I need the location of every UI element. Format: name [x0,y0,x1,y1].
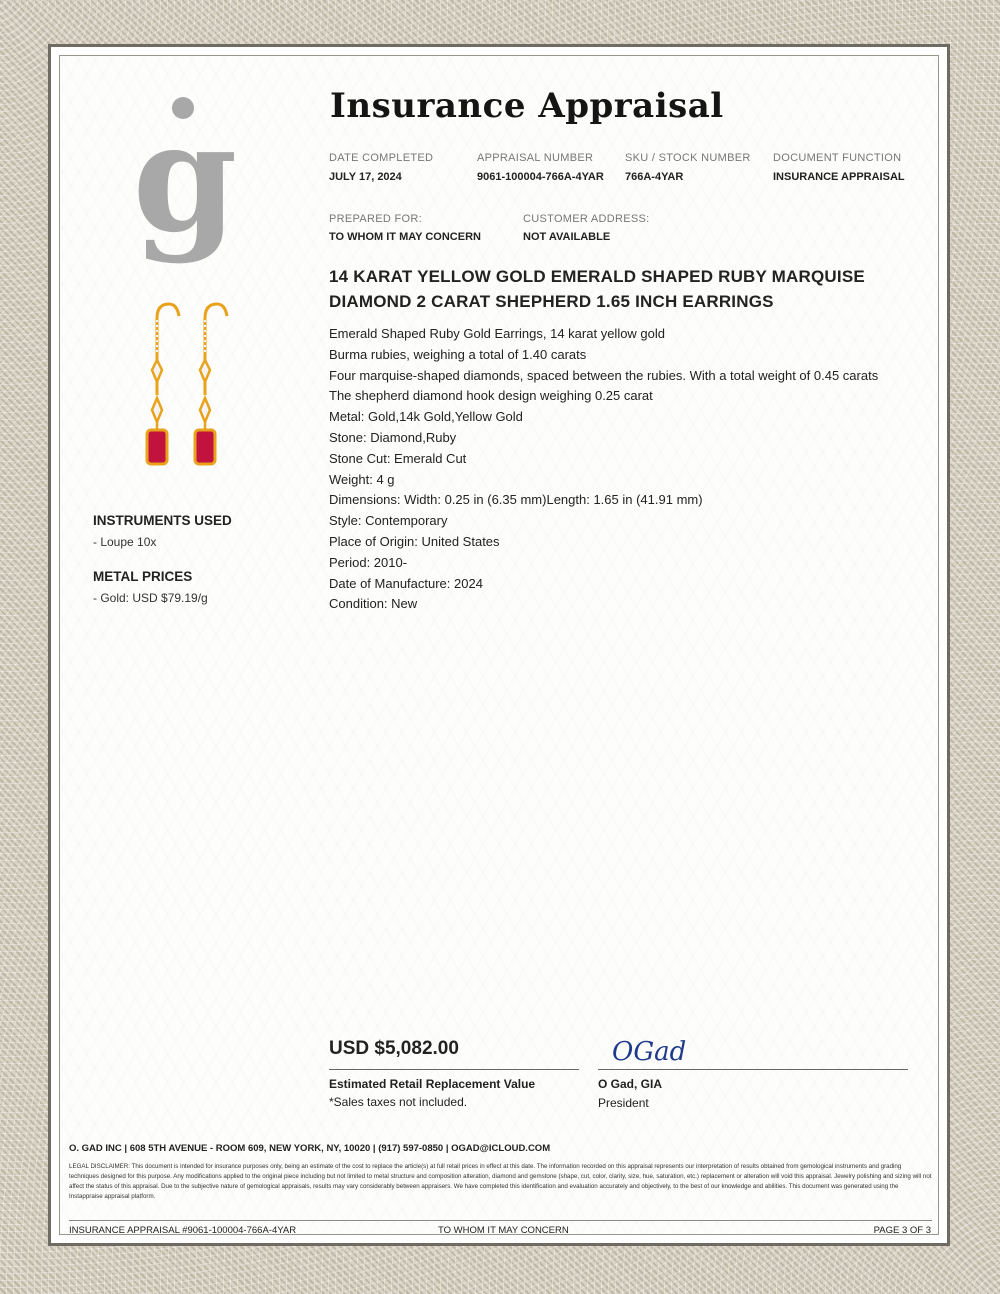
metal-prices-heading: METAL PRICES [93,569,193,584]
metal-price-item: - Gold: USD $79.19/g [93,591,208,605]
sku-label: SKU / STOCK NUMBER [625,152,751,164]
brand-logo [130,90,240,280]
document-function-label: DOCUMENT FUNCTION [773,152,902,164]
description-line: Emerald Shaped Ruby Gold Earrings, 14 karat yellow gold [329,326,666,341]
company-info: O. GAD INC | 608 5TH AVENUE - ROOM 609, NEW YORK, NY, 10020 | (917) 597-0850 | OGAD@ICLOUD.COM [69,1143,551,1154]
item-heading [329,264,929,314]
signature-text: OGad [612,1037,687,1067]
item-description [329,324,929,615]
document-function-value: INSURANCE APPRAISAL [773,171,905,183]
signature [610,1030,700,1070]
description-line: Weight: 4 g [329,471,395,487]
instrument-item: - Loupe 10x [93,535,157,549]
legal-disclaimer: LEGAL DISCLAIMER: This document is intended for insurance purposes only, being an estimate of the cost to replace the article(s) at full retail prices in effect at this date. The information recorded on this appraisal represents our interpretation of results obtained from gemological instruments and grading techniques designed for this purpose. Any modifications applied to the original piece including but not limited to metal structure and composition alteration, diamond and gemstone (shape, cut, color, clarity, size, hue, saturation, etc.) replacement or alteration will void this appraisal. Jewelry polishing and sizing will not affect the status of this appraisal. Due to the subjective nature of gemological appraisals, results may vary considerably between appraisers. We have completed this identification and evaluation accurately and objectively, to the best of our knowledge and abilities. This document was generated using the Instappraise appraisal platform. [69,1163,932,1200]
prepared-for-label: PREPARED FOR: [329,213,422,225]
earring-left [147,304,179,464]
description-line: Condition: New [329,596,418,612]
page-title: Insurance Appraisal [330,86,724,126]
footer-rule [69,1220,932,1221]
signature-rule [598,1069,908,1070]
description-line: Stone: Diamond,Ruby [329,429,457,445]
customer-address-value: NOT AVAILABLE [523,231,611,243]
description-line: Stone Cut: Emerald Cut [329,450,467,466]
date-completed-value: JULY 17, 2024 [329,171,402,183]
price-rule [329,1069,579,1070]
description-line: Place of Origin: United States [329,533,500,549]
description-line: Period: 2010- [329,554,408,570]
description-line: The shepherd diamond hook design weighing 0.25 carat [329,388,653,404]
footer-left: INSURANCE APPRAISAL #9061-100004-766A-4YAR [69,1225,297,1236]
appraisal-number-value: 9061-100004-766A-4YAR [477,171,604,183]
price-note: *Sales taxes not included. [329,1095,468,1109]
customer-address-label: CUSTOMER ADDRESS: [523,213,650,225]
instruments-heading: INSTRUMENTS USED [93,513,232,528]
description-line: Four marquise-shaped diamonds, spaced between the rubies. With a total weight of 0.45 carats [329,367,879,383]
item-heading-line-2: DIAMOND 2 CARAT SHEPHERD 1.65 INCH EARRINGS [329,292,774,311]
description-line: Burma rubies, weighing a total of 1.40 carats [329,346,587,362]
date-completed-label: DATE COMPLETED [329,152,434,164]
appraisal-number-label: APPRAISAL NUMBER [477,152,594,164]
price-label: Estimated Retail Replacement Value [329,1077,536,1091]
sku-value: 766A-4YAR [625,171,684,183]
item-heading-line-1: 14 KARAT YELLOW GOLD EMERALD SHAPED RUBY MARQUISE [329,267,865,286]
appraised-value: USD $5,082.00 [329,1038,459,1059]
description-line: Metal: Gold,14k Gold,Yellow Gold [329,409,523,425]
appraiser-title: President [598,1096,649,1110]
footer-center: TO WHOM IT MAY CONCERN [438,1225,569,1236]
description-line: Style: Contemporary [329,513,448,529]
prepared-for-value: TO WHOM IT MAY CONCERN [329,231,481,243]
description-line: Dimensions: Width: 0.25 in (6.35 mm)Length: 1.65 in (41.91 mm) [329,492,703,508]
earring-right [195,304,227,464]
page-number: PAGE 3 OF 3 [873,1225,931,1236]
earrings-photo [125,300,245,490]
logo-letter: g [132,90,238,266]
description-line: Date of Manufacture: 2024 [329,575,483,591]
appraiser-name: O Gad, GIA [598,1077,663,1091]
